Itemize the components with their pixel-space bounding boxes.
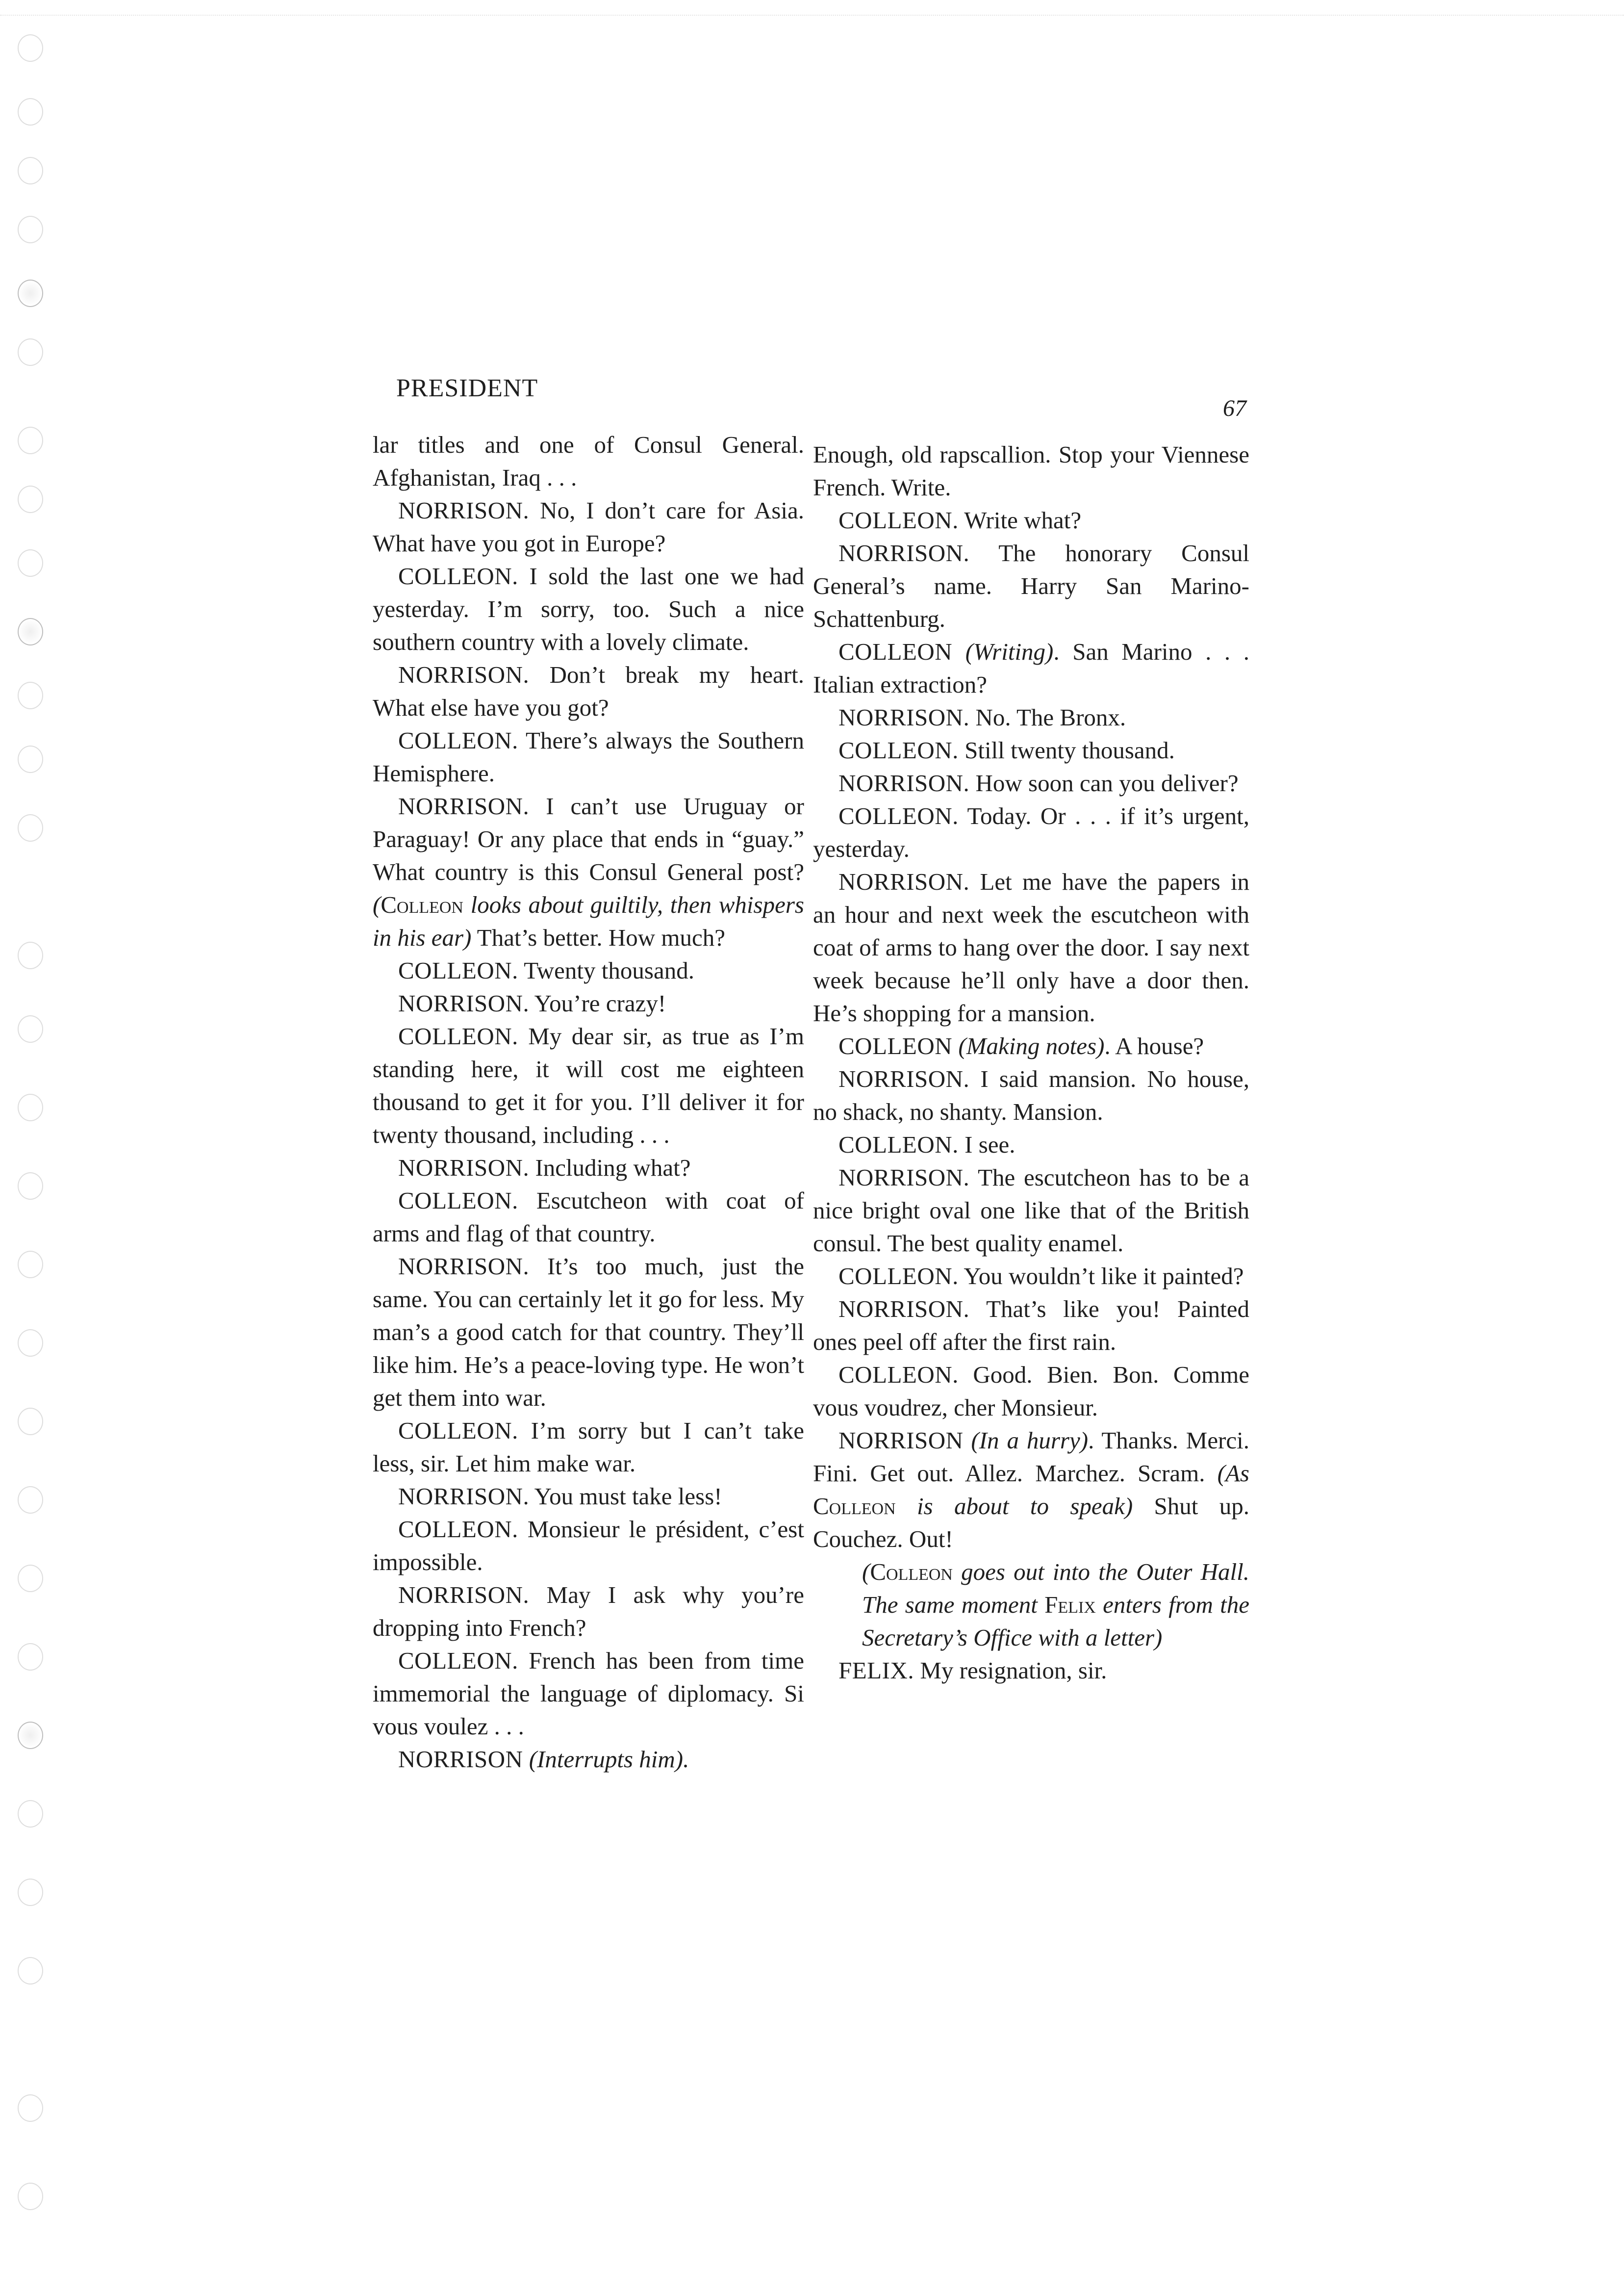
binder-hole [18,2183,43,2210]
speaker-name: COLLEON. [398,1023,518,1050]
stage-direction: (In a hurry) [963,1427,1089,1454]
dialogue-line: NORRISON. How soon can you deliver? [838,770,1239,797]
speaker-name: COLLEON. [838,1361,959,1388]
dialogue-line: COLLEON. Write what? [838,507,1082,534]
dialogue-line: NORRISON. Don’t break my heart. What else have you got? [373,661,804,721]
binder-hole [18,682,43,709]
speaker-name: NORRISON. [398,1154,530,1181]
speaker-name: COLLEON [838,1032,953,1059]
dialogue-line: NORRISON. That’s like you! Painted ones peel off after the first rain. [813,1295,1249,1355]
left-text-column [373,428,804,1776]
speaker-name: COLLEON. [838,737,959,764]
dialogue-line: COLLEON. Today. Or . . . if it’s urgent, yesterday. [813,802,1249,862]
binder-hole [18,486,43,513]
speaker-name: NORRISON. [838,704,970,731]
binder-hole [18,2094,43,2122]
speaker-name: NORRISON [398,1746,523,1773]
dialogue-line: NORRISON. The escutcheon has to be a nice bright oval one like that of the British consul. The best quality enamel. [813,1164,1249,1257]
binder-hole [18,746,43,773]
speaker-name: COLLEON. [398,957,518,984]
binder-hole [18,1015,43,1043]
binder-hole [18,1251,43,1278]
dialogue-line: COLLEON. I sold the last one we had yesterday. I’m sorry, too. Such a nice southern country with a lovely climate. [373,563,804,655]
speaker-name: NORRISON. [398,793,530,820]
binder-hole [18,1643,43,1671]
binder-hole [18,427,43,454]
speaker-name: FELIX. [838,1657,914,1684]
dialogue-line: COLLEON. Good. Bien. Bon. Comme vous voudrez, cher Monsieur. [813,1361,1249,1421]
binder-hole [18,280,43,307]
speaker-name: COLLEON. [838,1263,959,1289]
speaker-name: COLLEON. [398,1647,518,1674]
speaker-name: NORRISON. [398,1483,530,1510]
binder-hole [18,1722,43,1749]
dialogue-line: NORRISON (In a hurry). Thanks. Merci. Fini. Get out. Allez. Marchez. Scram. (As Colleon is about to speak) Shut up. Couchez. Out! [813,1427,1249,1552]
speaker-name: NORRISON. [838,1065,970,1092]
dialogue-line: COLLEON (Writing). San Marino . . . Italian extraction? [813,638,1249,698]
speaker-name: NORRISON. [838,1164,970,1191]
dialogue-line: COLLEON. My dear sir, as true as I’m standing here, it will cost me eighteen thousand to get it for you. I’ll deliver it for twenty thousand, including . . . [373,1023,804,1148]
binder-hole [18,814,43,842]
dialogue-line: FELIX. My resignation, sir. [838,1657,1107,1684]
speaker-name: NORRISON. [398,661,530,688]
running-head: PRESIDENT [396,374,538,402]
speaker-name: COLLEON [838,638,953,665]
speaker-name: COLLEON. [838,1131,959,1158]
stage-direction: (Writing) [952,638,1054,665]
dialogue-line: COLLEON. You wouldn’t like it painted? [838,1263,1244,1289]
binder-hole [18,1329,43,1357]
binder-hole [18,98,43,126]
binder-hole [18,1800,43,1828]
dialogue-line: COLLEON. Twenty thousand. [398,957,694,984]
binder-hole [18,942,43,969]
stage-direction: (Making notes) [952,1032,1105,1059]
binder-hole [18,1172,43,1200]
dialogue-line [373,1743,804,1776]
speaker-name: NORRISON. [398,1253,530,1280]
binder-hole [18,1408,43,1435]
binder-hole [18,1094,43,1121]
stage-direction: (As Colleon is about to speak) [813,1460,1249,1520]
speaker-name: COLLEON. [398,1516,518,1543]
speaker-name: NORRISON. [398,1581,530,1608]
dialogue-line: COLLEON. Monsieur le président, c’est impossible. [373,1516,804,1575]
speaker-name: NORRISON. [398,990,530,1017]
binder-hole [18,618,43,645]
speaker-name: COLLEON. [838,507,959,534]
dialogue-line: NORRISON. The honorary Consul General’s name. Harry San Marino-Schattenburg. [813,540,1249,632]
dialogue-line: NORRISON. You’re crazy! [398,990,666,1017]
binder-hole [18,1486,43,1514]
dialogue-line: NORRISON. Let me have the papers in an hour and next week the escutcheon with coat of arms to hang over the door. I say next week because he’ll only have a door then. He’s shopping for a mansion. [813,868,1249,1027]
speaker-name: COLLEON. [838,802,959,829]
dialogue-line: COLLEON. French has been from time immemorial the language of diplomacy. Si vous voulez . . . [373,1647,804,1740]
binder-hole [18,34,43,62]
speaker-name: NORRISON. [838,540,970,567]
binder-hole [18,1879,43,1906]
binder-hole [18,338,43,366]
dialogue-line: COLLEON. There’s always the Southern Hemisphere. [373,727,804,787]
binder-hole [18,1565,43,1592]
speaker-name: NORRISON. [398,497,530,524]
dialogue-line: COLLEON. Still twenty thousand. [838,737,1175,764]
speaker-name: COLLEON. [398,727,518,754]
dialogue-line: NORRISON. No, I don’t care for Asia. What have you got in Europe? [373,497,804,557]
binder-hole [18,549,43,577]
binder-holes [14,34,53,2271]
speaker-name: NORRISON [838,1427,964,1454]
scan-top-edge [0,0,1624,16]
dialogue-line: NORRISON. I can’t use Uruguay or Paraguay! Or any place that ends in “guay.” What country is this Consul General post? (Colleon looks about guiltily, then whispers in his ear) That’s better. How much? [373,793,804,951]
dialogue-line: COLLEON. Escutcheon with coat of arms and flag of that country. [373,1187,804,1247]
dialogue-line: NORRISON. No. The Bronx. [838,704,1126,731]
dialogue-line: COLLEON (Making notes). A house? [838,1032,1204,1059]
speaker-name: COLLEON. [398,1187,518,1214]
dialogue-line: NORRISON. You must take less! [398,1483,722,1510]
dialogue-line: NORRISON. It’s too much, just the same. You can certainly let it go for less. My man’s a good catch for that country. They’ll like him. He’s a peace-loving type. He won’t get them into war. [373,1253,804,1411]
stage-direction-block: (Colleon goes out into the Outer Hall. The same moment Felix enters from the Secretary’s Office with a letter) [862,1558,1249,1651]
binder-hole [18,157,43,184]
continuation-paragraph: lar titles and one of Consul General. Afghanistan, Iraq . . . [373,431,804,491]
speaker-name: COLLEON. [398,1417,518,1444]
stage-direction: (Colleon looks about guiltily, then whispers in his ear) [373,891,804,951]
speaker-name: NORRISON. [838,868,970,895]
page-number: 67 [1223,395,1246,421]
dialogue-line: NORRISON. Including what? [398,1154,691,1181]
binder-hole [18,1957,43,1985]
stage-direction: (Interrupts him). [523,1746,689,1773]
right-text-column [813,438,1249,1687]
speaker-name: NORRISON. [838,1295,970,1322]
dialogue-line: COLLEON. I’m sorry but I can’t take less, sir. Let him make war. [373,1417,804,1477]
dialogue-line: COLLEON. I see. [838,1131,1015,1158]
speaker-name: COLLEON. [398,563,518,590]
dialogue-line: NORRISON. May I ask why you’re dropping into French? [373,1581,804,1641]
dialogue-line: NORRISON. I said mansion. No house, no shack, no shanty. Mansion. [813,1065,1249,1125]
speaker-name: NORRISON. [838,770,970,797]
continuation-paragraph: Enough, old rapscallion. Stop your Viennese French. Write. [813,441,1249,501]
binder-hole [18,216,43,243]
